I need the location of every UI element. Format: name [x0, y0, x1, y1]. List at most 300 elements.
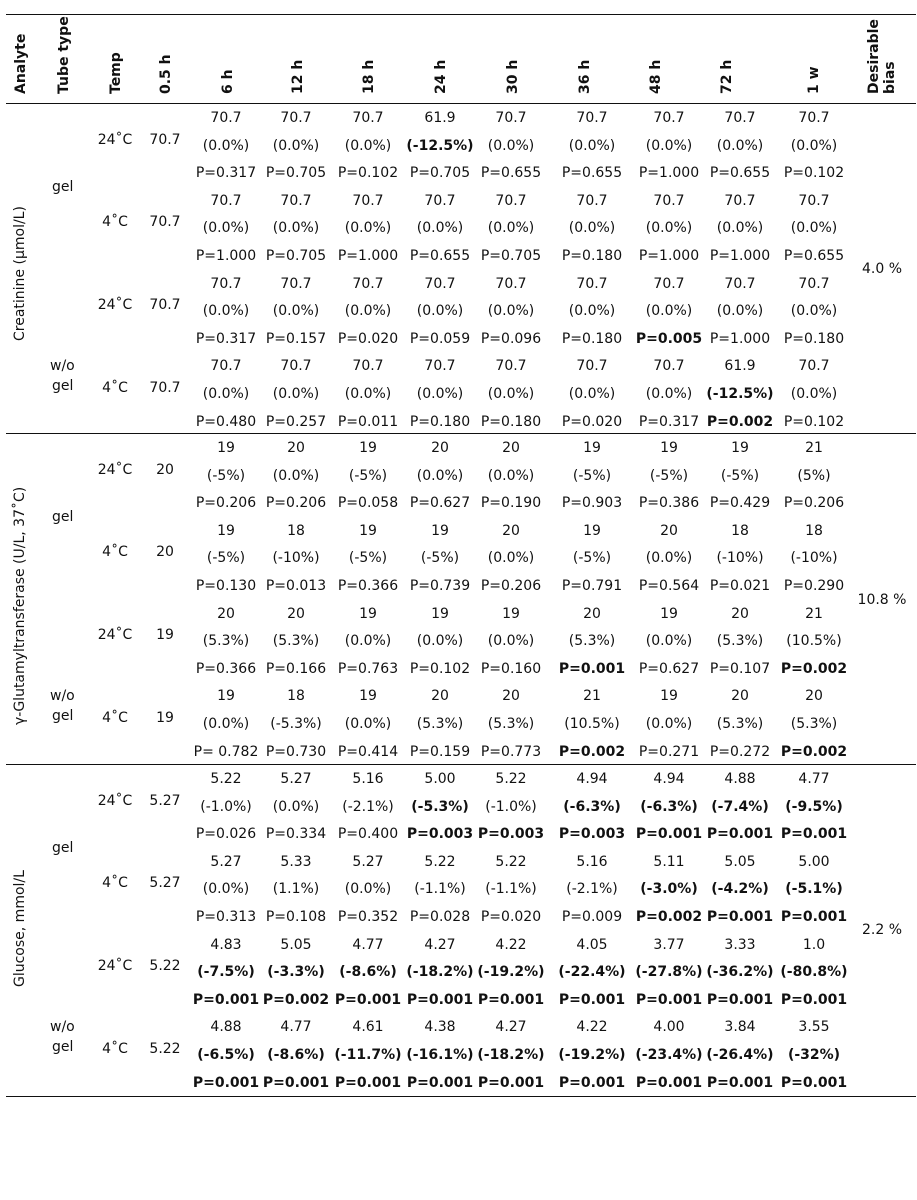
measured-value: 70.7: [798, 275, 830, 292]
percent-change: (0.0%): [645, 220, 693, 237]
p-value: P=0.160: [480, 660, 542, 677]
percent-change: (0.0%): [202, 386, 250, 402]
measured-value: 4.00: [653, 1019, 685, 1036]
percent-change: (-10%): [716, 550, 764, 567]
p-value: P=0.001: [192, 991, 260, 1008]
percent-change: (0.0%): [645, 716, 693, 732]
baseline-value: 5.27: [149, 792, 181, 809]
baseline-value: 19: [156, 710, 174, 726]
measured-value: 70.7: [576, 110, 608, 126]
measured-value: 4.88: [210, 1019, 242, 1036]
measured-value: 70.7: [352, 358, 384, 375]
measured-value: 4.83: [210, 936, 242, 953]
measured-value: 70.7: [495, 110, 527, 126]
percent-change: (5%): [797, 467, 831, 484]
baseline-value: 70.7: [149, 131, 181, 148]
temp-value: 4˚C: [102, 1041, 128, 1057]
measured-value: 4.94: [576, 771, 608, 787]
p-value: P=1.000: [638, 165, 700, 182]
baseline-value: 70.7: [149, 380, 181, 396]
temp-value: 4˚C: [102, 710, 128, 726]
percent-change: (0.0%): [487, 467, 535, 484]
header-rule: [6, 103, 916, 104]
percent-change: (5.3%): [272, 633, 320, 650]
percent-change: (0.0%): [344, 137, 392, 154]
measured-value: 70.7: [653, 192, 685, 209]
percent-change: (-2.1%): [566, 881, 618, 898]
p-value: P=0.290: [783, 578, 845, 594]
measured-value: 20: [431, 440, 449, 456]
p-value: P=0.001: [558, 660, 626, 677]
percent-change: (0.0%): [416, 386, 464, 402]
measured-value: 18: [287, 688, 305, 705]
percent-change: (-12.5%): [706, 386, 774, 402]
tube-type-label: gel: [52, 1039, 74, 1056]
tube-type-label: gel: [52, 178, 74, 195]
percent-change: (-7.5%): [197, 964, 255, 981]
header-12-h: 12 h: [290, 59, 306, 94]
measured-value: 20: [660, 522, 678, 539]
measured-value: 70.7: [424, 275, 456, 292]
percent-change: (0.0%): [568, 386, 616, 402]
header-18-h: 18 h: [361, 59, 377, 94]
percent-change: (-11.7%): [334, 1047, 402, 1063]
p-value: P=0.190: [480, 495, 542, 512]
p-value: P=1.000: [638, 248, 700, 264]
p-value: P=0.001: [780, 909, 848, 925]
percent-change: (0.0%): [790, 303, 838, 320]
header-72-h: 72 h: [719, 59, 735, 94]
baseline-value: 70.7: [149, 214, 181, 231]
percent-change: (-2.1%): [342, 798, 394, 815]
percent-change: (10.5%): [564, 716, 620, 732]
measured-value: 19: [359, 522, 377, 539]
measured-value: 19: [502, 605, 520, 622]
p-value: P=0.003: [406, 826, 474, 843]
p-value: P=0.020: [337, 330, 399, 347]
measured-value: 4.38: [424, 1019, 456, 1036]
p-value: P=0.003: [558, 826, 626, 843]
percent-change: (-12.5%): [406, 137, 474, 154]
percent-change: (0.0%): [487, 550, 535, 567]
p-value: P=0.400: [337, 826, 399, 843]
percent-change: (-5%): [348, 550, 388, 567]
measured-value: 70.7: [210, 275, 242, 292]
p-value: P=0.180: [561, 330, 623, 347]
p-value: P=0.763: [337, 660, 399, 677]
measured-value: 5.27: [352, 853, 384, 870]
p-value: P=0.366: [195, 660, 257, 677]
measured-value: 4.05: [576, 936, 608, 953]
temp-value: 4˚C: [102, 875, 128, 892]
section-rule: [6, 764, 916, 765]
measured-value: 20: [502, 440, 520, 456]
p-value: P=0.386: [638, 495, 700, 512]
percent-change: (0.0%): [416, 220, 464, 237]
p-value: P=0.002: [635, 909, 703, 925]
measured-value: 70.7: [653, 358, 685, 375]
measured-value: 4.61: [352, 1019, 384, 1036]
p-value: P=0.317: [638, 413, 700, 430]
p-value: P=0.903: [561, 495, 623, 512]
percent-change: (0.0%): [202, 881, 250, 898]
percent-change: (0.0%): [272, 467, 320, 484]
percent-change: (0.0%): [790, 220, 838, 237]
p-value: P=1.000: [709, 330, 771, 347]
p-value: P=0.655: [783, 248, 845, 264]
measured-value: 5.22: [495, 853, 527, 870]
percent-change: (0.0%): [416, 633, 464, 650]
p-value: P=0.271: [638, 743, 700, 760]
bottom-rule: [6, 1096, 916, 1097]
p-value: P=0.627: [638, 660, 700, 677]
measured-value: 70.7: [495, 275, 527, 292]
p-value: P=0.001: [334, 1074, 402, 1091]
percent-change: (-22.4%): [558, 964, 626, 981]
measured-value: 20: [287, 440, 305, 456]
percent-change: (5.3%): [716, 716, 764, 732]
p-value: P=0.429: [709, 495, 771, 512]
percent-change: (-19.2%): [477, 964, 545, 981]
percent-change: (-26.4%): [706, 1047, 774, 1063]
percent-change: (-5%): [348, 467, 388, 484]
header-48-h: 48 h: [648, 59, 664, 94]
measured-value: 4.94: [653, 771, 685, 787]
percent-change: (0.0%): [790, 137, 838, 154]
percent-change: (0.0%): [487, 633, 535, 650]
percent-change: (-10%): [790, 550, 838, 567]
p-value: P=0.317: [195, 165, 257, 182]
p-value: P=0.130: [195, 578, 257, 594]
measured-value: 70.7: [280, 275, 312, 292]
percent-change: (10.5%): [786, 633, 842, 650]
p-value: P=0.001: [635, 826, 703, 843]
measured-value: 5.16: [352, 771, 384, 787]
percent-change: (0.0%): [202, 137, 250, 154]
measured-value: 4.22: [495, 936, 527, 953]
p-value: P=0.705: [409, 165, 471, 182]
baseline-value: 5.22: [149, 1041, 181, 1057]
percent-change: (-3.3%): [267, 964, 325, 981]
measured-value: 19: [431, 605, 449, 622]
measured-value: 19: [217, 522, 235, 539]
measured-value: 5.22: [424, 853, 456, 870]
percent-change: (-4.2%): [711, 881, 769, 898]
p-value: P=0.001: [406, 1074, 474, 1091]
measured-value: 5.33: [280, 853, 312, 870]
p-value: P=0.001: [334, 991, 402, 1008]
measured-value: 4.22: [576, 1019, 608, 1036]
p-value: P=0.159: [409, 743, 471, 760]
measured-value: 4.77: [280, 1019, 312, 1036]
p-value: P=0.206: [480, 578, 542, 594]
p-value: P=0.001: [558, 991, 626, 1008]
percent-change: (-5.3%): [411, 798, 469, 815]
p-value: P=0.001: [635, 1074, 703, 1091]
percent-change: (5.3%): [790, 716, 838, 732]
percent-change: (-5%): [420, 550, 460, 567]
p-value: P=0.002: [780, 743, 848, 760]
p-value: P=1.000: [337, 248, 399, 264]
p-value: P=0.020: [561, 413, 623, 430]
percent-change: (-6.5%): [197, 1047, 255, 1063]
header-tube-type: Tube type: [56, 16, 72, 94]
p-value: P=0.002: [262, 991, 330, 1008]
p-value: P=0.003: [477, 826, 545, 843]
p-value: P=0.730: [265, 743, 327, 760]
p-value: P=0.627: [409, 495, 471, 512]
measured-value: 20: [217, 605, 235, 622]
measured-value: 70.7: [724, 192, 756, 209]
measured-value: 20: [805, 688, 823, 705]
percent-change: (-5%): [206, 550, 246, 567]
measured-value: 70.7: [424, 192, 456, 209]
percent-change: (-23.4%): [635, 1047, 703, 1063]
p-value: P=0.028: [409, 909, 471, 925]
measured-value: 5.16: [576, 853, 608, 870]
tube-type-label: w/o: [50, 1019, 75, 1036]
tube-type-label: w/o: [50, 688, 75, 705]
baseline-value: 5.22: [149, 958, 181, 975]
percent-change: (0.0%): [272, 386, 320, 402]
p-value: P=0.102: [337, 165, 399, 182]
tube-type-label: w/o: [50, 358, 75, 375]
percent-change: (0.0%): [487, 137, 535, 154]
percent-change: (-5.3%): [270, 716, 322, 732]
header-24-h: 24 h: [433, 59, 449, 94]
measured-value: 61.9: [424, 110, 456, 126]
measured-value: 70.7: [576, 358, 608, 375]
temp-value: 24˚C: [97, 461, 133, 478]
measured-value: 21: [805, 440, 823, 456]
percent-change: (0.0%): [344, 716, 392, 732]
percent-change: (-5%): [206, 467, 246, 484]
temp-value: 24˚C: [97, 958, 133, 975]
measured-value: 20: [431, 688, 449, 705]
p-value: P=0.102: [409, 660, 471, 677]
measured-value: 19: [660, 605, 678, 622]
header-temp: Temp: [108, 52, 124, 94]
percent-change: (0.0%): [790, 386, 838, 402]
p-value: P=0.001: [780, 826, 848, 843]
p-value: P=0.002: [558, 743, 626, 760]
baseline-value: 5.27: [149, 875, 181, 892]
percent-change: (0.0%): [645, 633, 693, 650]
measured-value: 4.77: [798, 771, 830, 787]
measured-value: 4.27: [495, 1019, 527, 1036]
percent-change: (-16.1%): [406, 1047, 474, 1063]
measured-value: 5.05: [724, 853, 756, 870]
percent-change: (0.0%): [272, 798, 320, 815]
percent-change: (0.0%): [487, 386, 535, 402]
measured-value: 18: [731, 522, 749, 539]
percent-change: (-19.2%): [558, 1047, 626, 1063]
p-value: P=1.000: [709, 248, 771, 264]
p-value: P=0.480: [195, 413, 257, 430]
measured-value: 19: [731, 440, 749, 456]
measured-value: 70.7: [210, 110, 242, 126]
measured-value: 4.27: [424, 936, 456, 953]
p-value: P=0.001: [635, 991, 703, 1008]
p-value: P=0.002: [780, 660, 848, 677]
p-value: P=0.206: [195, 495, 257, 512]
measured-value: 5.00: [798, 853, 830, 870]
p-value: P=0.352: [337, 909, 399, 925]
percent-change: (-5%): [649, 467, 689, 484]
measured-value: 3.77: [653, 936, 685, 953]
measured-value: 20: [287, 605, 305, 622]
p-value: P=0.001: [706, 1074, 774, 1091]
percent-change: (-8.6%): [267, 1047, 325, 1063]
baseline-value: 19: [156, 627, 174, 644]
measured-value: 70.7: [280, 110, 312, 126]
measured-value: 70.7: [210, 358, 242, 375]
percent-change: (5.3%): [416, 716, 464, 732]
top-rule: [6, 14, 916, 15]
percent-change: (-1.1%): [414, 881, 466, 898]
header-1-w: 1 w: [806, 66, 822, 94]
percent-change: (1.1%): [272, 881, 320, 898]
percent-change: (-1.0%): [485, 798, 537, 815]
measured-value: 70.7: [280, 358, 312, 375]
measured-value: 20: [731, 605, 749, 622]
analyte-label: Creatinine (μmol/L): [12, 206, 28, 342]
p-value: P=0.005: [635, 330, 703, 347]
percent-change: (-10%): [272, 550, 320, 567]
percent-change: (0.0%): [716, 137, 764, 154]
p-value: P=0.334: [265, 826, 327, 843]
measured-value: 19: [583, 522, 601, 539]
measured-value: 61.9: [724, 358, 756, 375]
p-value: P=0.317: [195, 330, 257, 347]
percent-change: (-1.1%): [485, 881, 537, 898]
measured-value: 70.7: [576, 275, 608, 292]
measured-value: 19: [217, 688, 235, 705]
p-value: P=0.313: [195, 909, 257, 925]
header-36-h: 36 h: [577, 59, 593, 94]
tube-type-label: gel: [52, 508, 74, 525]
percent-change: (0.0%): [645, 303, 693, 320]
temp-value: 4˚C: [102, 544, 128, 561]
percent-change: (0.0%): [716, 220, 764, 237]
measured-value: 5.27: [280, 771, 312, 787]
p-value: P= 0.782: [193, 743, 259, 760]
percent-change: (5.3%): [568, 633, 616, 650]
measured-value: 3.55: [798, 1019, 830, 1036]
percent-change: (0.0%): [272, 220, 320, 237]
p-value: P=0.001: [706, 826, 774, 843]
p-value: P=0.059: [409, 330, 471, 347]
percent-change: (-18.2%): [477, 1047, 545, 1063]
percent-change: (0.0%): [272, 303, 320, 320]
percent-change: (0.0%): [344, 386, 392, 402]
percent-change: (0.0%): [416, 467, 464, 484]
percent-change: (-6.3%): [640, 798, 698, 815]
p-value: P=0.107: [709, 660, 771, 677]
measured-value: 70.7: [653, 110, 685, 126]
p-value: P=0.102: [783, 413, 845, 430]
p-value: P=0.180: [480, 413, 542, 430]
percent-change: (0.0%): [645, 137, 693, 154]
percent-change: (-5%): [572, 467, 612, 484]
p-value: P=0.001: [706, 909, 774, 925]
measured-value: 19: [660, 688, 678, 705]
p-value: P=0.013: [265, 578, 327, 594]
analyte-label: γ-Glutamyltransferase (U/L, 37˚C): [12, 486, 28, 725]
p-value: P=0.096: [480, 330, 542, 347]
p-value: P=0.002: [706, 413, 774, 430]
percent-change: (0.0%): [202, 220, 250, 237]
percent-change: (0.0%): [487, 303, 535, 320]
temp-value: 24˚C: [97, 792, 133, 809]
temp-value: 24˚C: [97, 627, 133, 644]
percent-change: (-8.6%): [339, 964, 397, 981]
p-value: P=0.026: [195, 826, 257, 843]
percent-change: (-9.5%): [785, 798, 843, 815]
baseline-value: 20: [156, 544, 174, 561]
p-value: P=0.001: [706, 991, 774, 1008]
p-value: P=0.001: [477, 991, 545, 1008]
section-rule: [6, 433, 916, 434]
percent-change: (0.0%): [344, 303, 392, 320]
p-value: P=0.001: [558, 1074, 626, 1091]
percent-change: (-1.0%): [200, 798, 252, 815]
p-value: P=0.655: [709, 165, 771, 182]
percent-change: (5.3%): [202, 633, 250, 650]
percent-change: (0.0%): [487, 220, 535, 237]
percent-change: (0.0%): [645, 386, 693, 402]
temp-value: 4˚C: [102, 214, 128, 231]
measured-value: 70.7: [798, 358, 830, 375]
analyte-label: Glucose, mmol/L: [12, 870, 28, 987]
header-analyte: Analyte: [13, 33, 29, 94]
p-value: P=0.705: [265, 248, 327, 264]
tube-type-label: gel: [52, 708, 74, 725]
header-desirable-bias: Desirable bias: [866, 19, 898, 94]
measured-value: 19: [359, 605, 377, 622]
p-value: P=0.739: [409, 578, 471, 594]
p-value: P=0.102: [783, 165, 845, 182]
measured-value: 21: [805, 605, 823, 622]
p-value: P=0.020: [480, 909, 542, 925]
percent-change: (-5%): [572, 550, 612, 567]
desirable-bias: 10.8 %: [857, 591, 907, 608]
p-value: P=0.206: [783, 495, 845, 512]
p-value: P=0.180: [409, 413, 471, 430]
measured-value: 70.7: [280, 192, 312, 209]
measured-value: 5.11: [653, 853, 685, 870]
measured-value: 70.7: [576, 192, 608, 209]
percent-change: (5.3%): [716, 633, 764, 650]
p-value: P=0.366: [337, 578, 399, 594]
p-value: P=0.166: [265, 660, 327, 677]
percent-change: (-36.2%): [706, 964, 774, 981]
percent-change: (-27.8%): [635, 964, 703, 981]
p-value: P=0.414: [337, 743, 399, 760]
p-value: P=0.001: [262, 1074, 330, 1091]
measured-value: 19: [359, 440, 377, 456]
p-value: P=0.058: [337, 495, 399, 512]
measured-value: 5.22: [210, 771, 242, 787]
p-value: P=0.206: [265, 495, 327, 512]
measured-value: 70.7: [352, 110, 384, 126]
p-value: P=1.000: [195, 248, 257, 264]
percent-change: (0.0%): [202, 716, 250, 732]
p-value: P=0.773: [480, 743, 542, 760]
measured-value: 70.7: [210, 192, 242, 209]
measured-value: 70.7: [352, 275, 384, 292]
header-6-h: 6 h: [220, 69, 236, 94]
